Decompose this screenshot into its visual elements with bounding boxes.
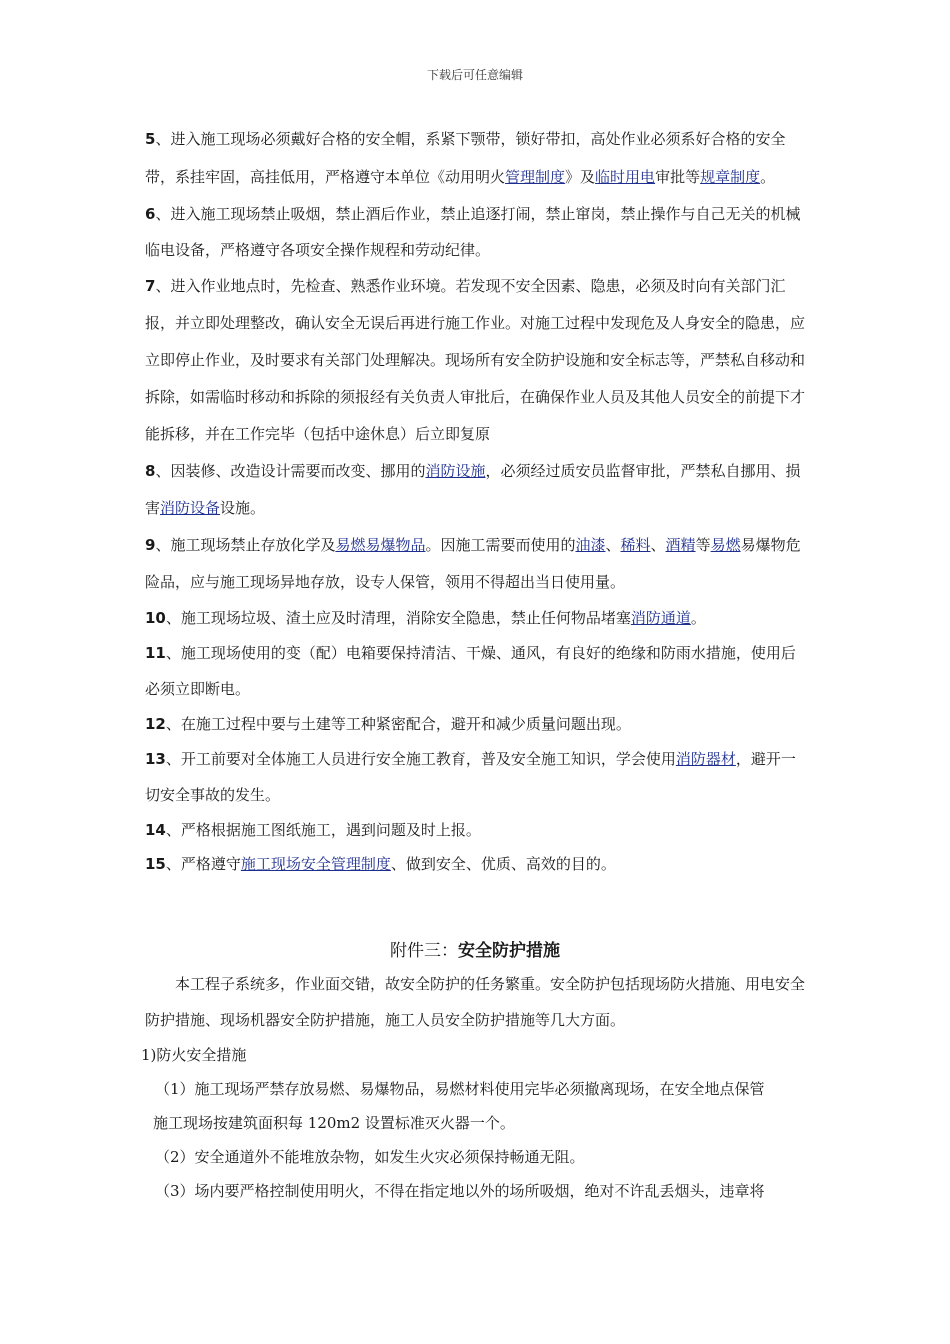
text-link[interactable]: 临时用电 [595, 168, 656, 186]
text-link[interactable]: 消防器材 [675, 750, 736, 768]
section-title-text: 安全防护措施 [458, 941, 560, 961]
item-text: 、严格根据施工图纸施工，遇到问题及时上报。 [165, 821, 481, 839]
item-text: 设施。 [220, 499, 266, 517]
measure-item: （1）施工现场严禁存放易燃、易爆物品，易燃材料使用完毕必须撤离现场，在安全地点保管 [155, 1080, 765, 1098]
regulation-item [145, 268, 810, 453]
item-number: 15 [145, 855, 166, 873]
text-link[interactable]: 规章制度 [700, 168, 761, 186]
item-text: 、进入施工现场禁止吸烟，禁止酒后作业，禁止追逐打闹，禁止窜岗，禁止操作与自己无关的机械临电设备，严格遵守各项安全操作规程和劳动纪律。 [145, 205, 801, 259]
text-link[interactable]: 易燃易爆物品 [335, 536, 426, 554]
item-number: 9 [145, 536, 156, 554]
item-number: 7 [145, 277, 156, 295]
section-prefix: 附件三： [390, 941, 458, 961]
item-text: ，必须经过质安员监督审批，严禁私自挪用、损害 [145, 462, 801, 517]
regulation-item [145, 527, 810, 601]
item-text: 等 [695, 536, 711, 554]
regulation-item [145, 196, 810, 268]
section-body [141, 966, 810, 1208]
item-text: 审批等 [655, 168, 701, 186]
item-number: 10 [145, 609, 166, 627]
text-link[interactable]: 酒精 [665, 536, 696, 554]
text-link[interactable]: 消防设备 [160, 499, 221, 517]
item-text: 、做到安全、优质、高效的目的。 [390, 855, 616, 873]
text-link[interactable]: 油漆 [575, 536, 606, 554]
text-link[interactable]: 稀料 [620, 536, 651, 554]
regulation-item [145, 847, 810, 881]
sub-heading: 1)防火安全措施 [141, 1046, 247, 1064]
item-number: 11 [145, 644, 166, 662]
regulation-item [145, 707, 810, 741]
text-link[interactable]: 易燃 [710, 536, 741, 554]
item-number: 14 [145, 821, 166, 839]
text-link[interactable]: 消防设施 [425, 462, 486, 480]
item-text: 、施工现场禁止存放化学及 [155, 536, 336, 554]
item-text: 、开工前要对全体施工人员进行安全施工教育，普及安全施工知识，学会使用 [165, 750, 676, 768]
regulation-item [145, 635, 810, 707]
item-text: 、进入施工现场必须戴好合格的安全帽，系紧下颚带，锁好带扣，高处作业必须系好合格的安全带，系挂牢固，高挂低用，严格遵守本单位《动用明火 [145, 130, 786, 186]
text-link[interactable]: 施工现场安全管理制度 [240, 855, 391, 873]
item-text: 、施工现场垃圾、渣土应及时清理，消除安全隐患，禁止任何物品堵塞 [165, 609, 631, 627]
item-text: 。 [690, 609, 706, 627]
item-text: ，避开一切安全事故的发生。 [145, 750, 796, 804]
item-text: 》及 [565, 168, 596, 186]
item-text: 、 [650, 536, 666, 554]
measure-item: 施工现场按建筑面积每 120m2 设置标准灭火器一个。 [153, 1114, 515, 1132]
item-text: 、 [605, 536, 621, 554]
item-text: 易爆物危险品，应与施工现场异地存放，设专人保管，领用不得超出当日使用量。 [145, 536, 801, 591]
regulation-list [145, 120, 810, 881]
item-text: 、严格遵守 [165, 855, 241, 873]
item-text: 、因装修、改造设计需要而改变、挪用的 [155, 462, 426, 480]
item-number: 6 [145, 205, 156, 223]
measure-item: （2）安全通道外不能堆放杂物，如发生火灾必须保持畅通无阻。 [155, 1148, 585, 1166]
item-text: 、在施工过程中要与土建等工种紧密配合，避开和减少质量问题出现。 [165, 715, 631, 733]
item-number: 13 [145, 750, 166, 768]
regulation-item [145, 741, 810, 813]
item-text: 。因施工需要而使用的 [425, 536, 576, 554]
item-text: 。 [760, 168, 776, 186]
page-header: 下载后可任意编辑 [426, 68, 523, 82]
regulation-item [145, 601, 810, 635]
regulation-item [145, 120, 810, 196]
section-intro: 本工程子系统多，作业面交错，故安全防护的任务繁重。安全防护包括现场防火措施、用电安全防护措施、现场机器安全防护措施，施工人员安全防护措施等几大方面。 [145, 975, 806, 1029]
text-link[interactable]: 消防通道 [630, 609, 691, 627]
regulation-item [145, 813, 810, 847]
text-link[interactable]: 管理制度 [505, 168, 566, 186]
regulation-item [145, 453, 810, 527]
measure-item: （3）场内要严格控制使用明火，不得在指定地以外的场所吸烟，绝对不许乱丢烟头，违章将 [155, 1182, 765, 1200]
item-text: 、进入作业地点时，先检查、熟悉作业环境。若发现不安全因素、隐患，必须及时向有关部门汇报，并立即处理整改，确认安全无误后再进行施工作业。对施工过程中发现危及人身安全的隐患，应立即停止作业，及时要求有关部门处理解决。现场所有安全防护设施和安全标志等，严禁私自移动和拆除，如需临时移动和拆除的须报经有关负责人审批后，在确保作业人员及其他人员安全的前提下才能拆移，并在工作完毕（包括中途休息）后立即复原 [145, 277, 806, 443]
item-text: 、施工现场使用的变（配）电箱要保持清洁、干燥、通风，有良好的绝缘和防雨水措施，使用后必须立即断电。 [145, 644, 796, 698]
item-number: 12 [145, 715, 166, 733]
section-title [0, 936, 950, 961]
item-number: 8 [145, 462, 156, 480]
item-number: 5 [145, 130, 156, 148]
